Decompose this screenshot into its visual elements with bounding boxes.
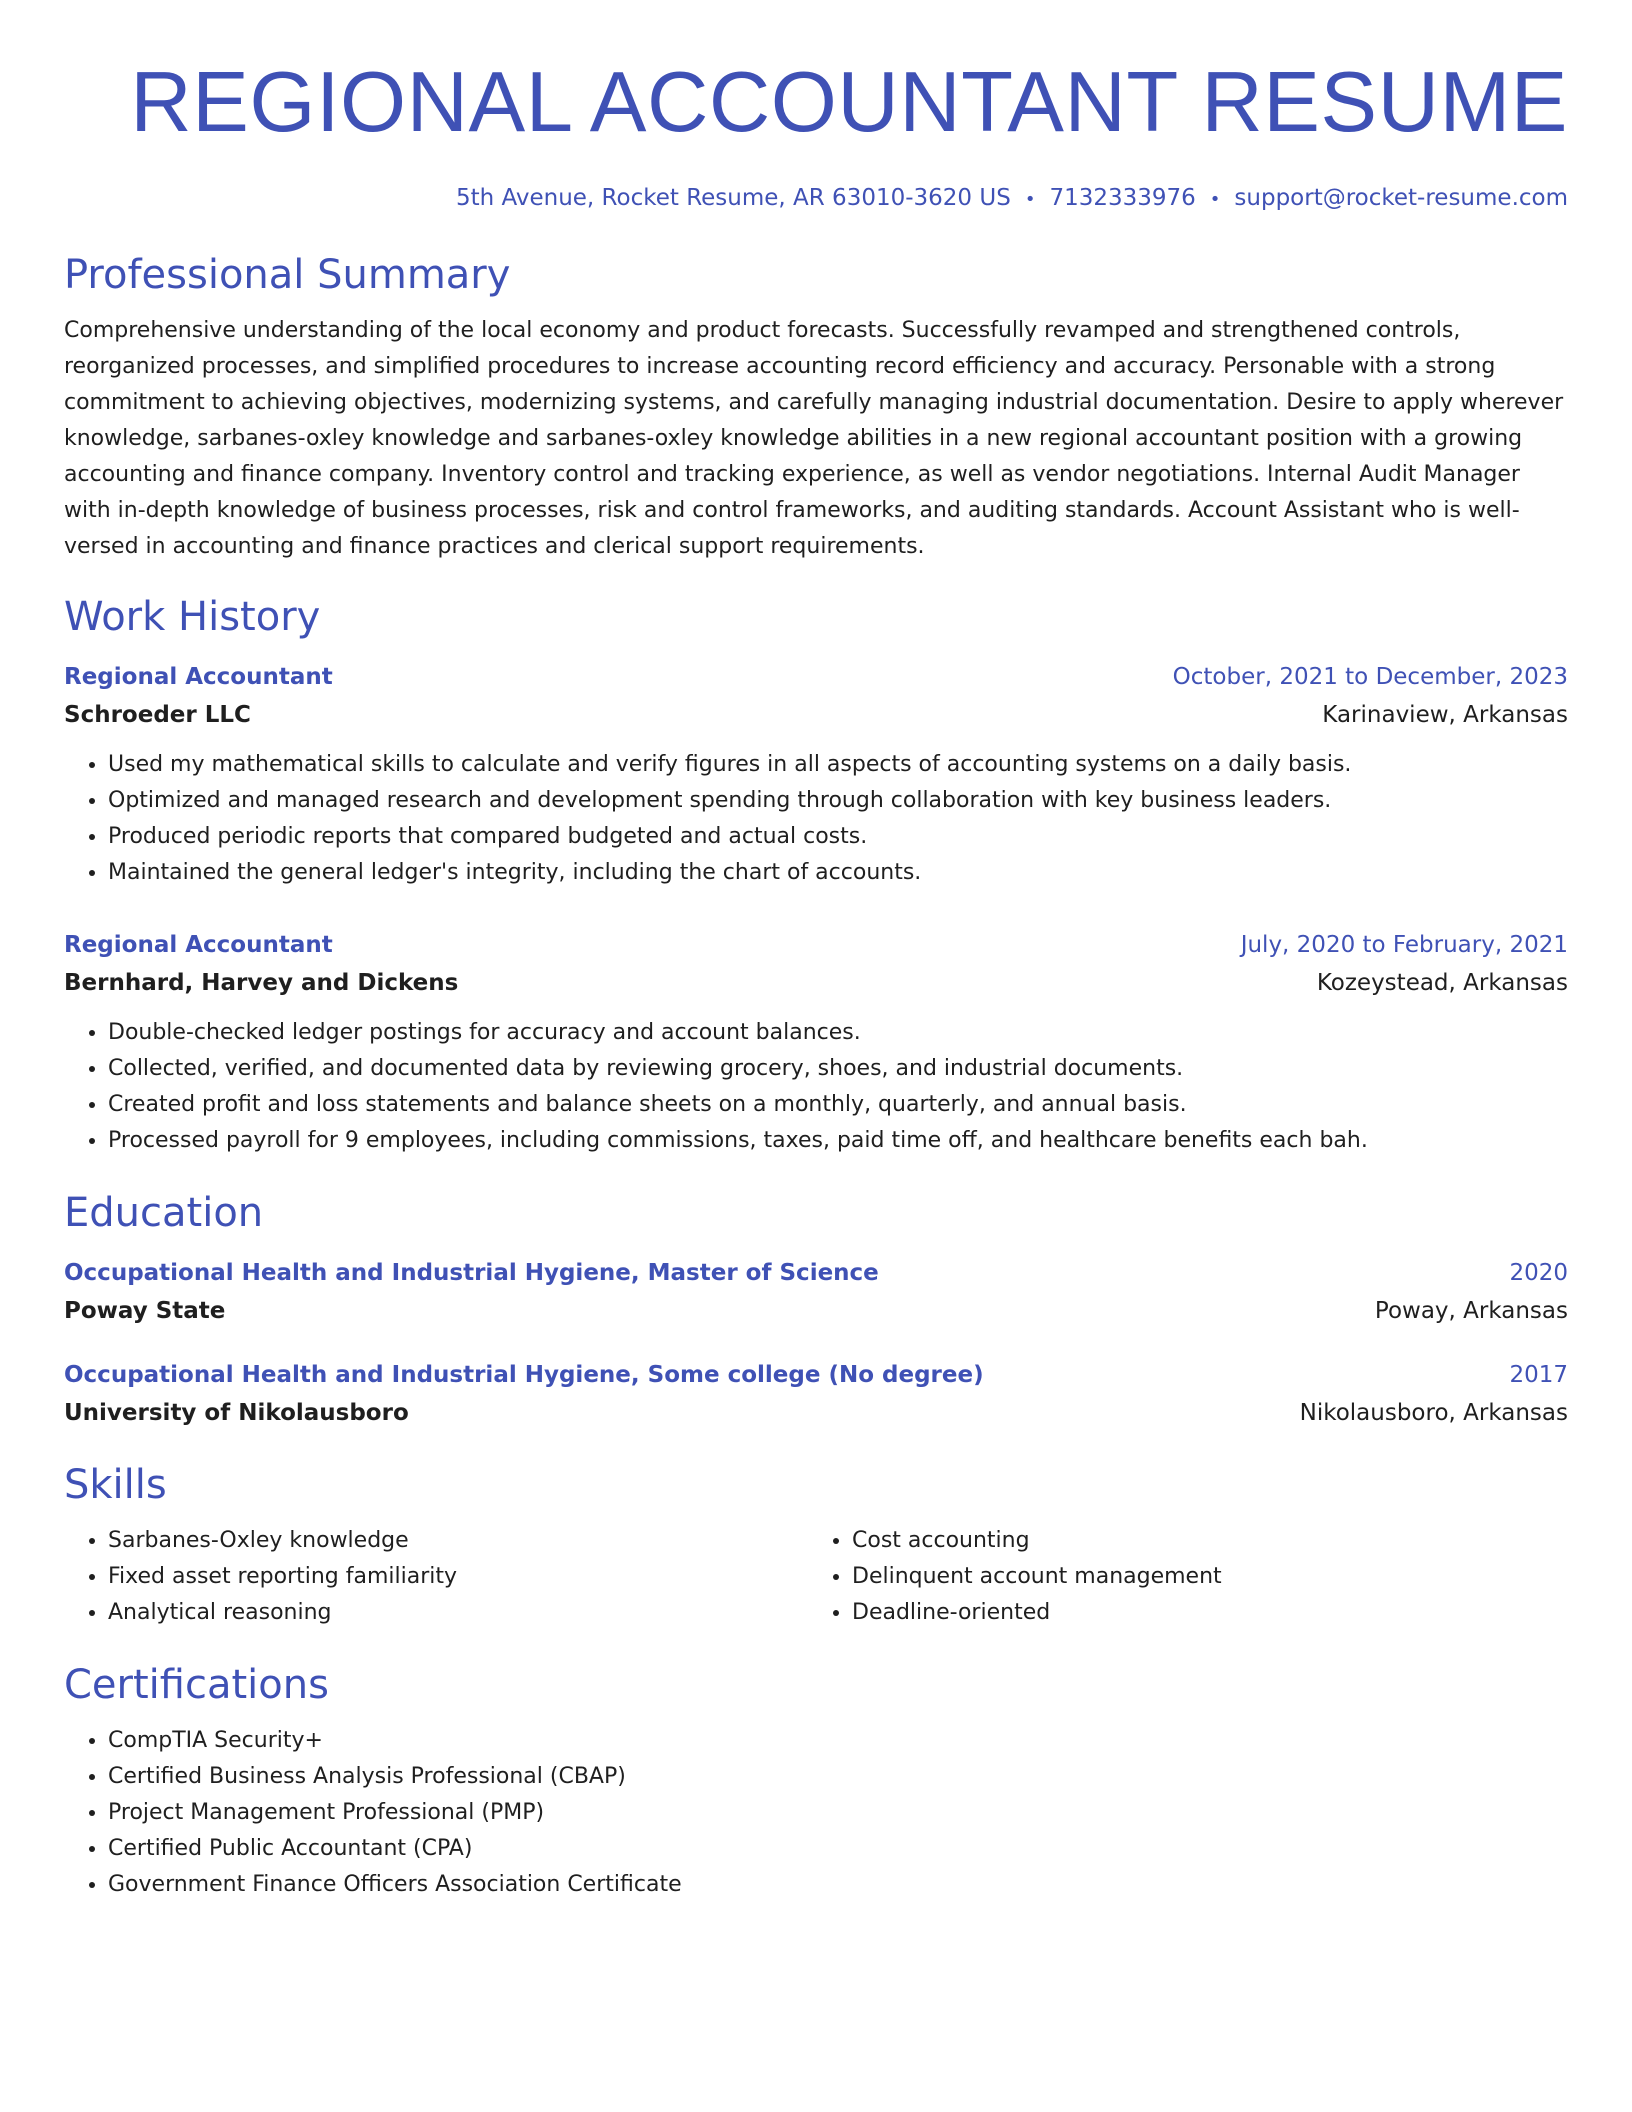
- education-degree: Occupational Health and Industrial Hygiene, Some college (No degree): [64, 1362, 984, 1388]
- education-entry: [64, 1359, 1568, 1431]
- contact-email: support@rocket-resume.com: [1234, 185, 1568, 211]
- job-entry: [64, 929, 1568, 1159]
- list-item: • Produced periodic reports that compared budgeted and actual costs.: [108, 819, 1568, 855]
- list-item: • Double-checked ledger postings for accuracy and account balances.: [108, 1015, 1568, 1051]
- education-year: 2020: [1509, 1260, 1568, 1286]
- list-item: • Deadline-oriented: [852, 1595, 1552, 1631]
- list-item: • Collected, verified, and documented data by reviewing grocery, shoes, and industrial documents.: [108, 1051, 1568, 1087]
- education-year: 2017: [1509, 1362, 1568, 1388]
- list-item: • Delinquent account management: [852, 1559, 1552, 1595]
- job-bullets: [64, 1015, 1568, 1159]
- job-dates: October, 2021 to December, 2023: [1172, 664, 1568, 690]
- job-role: Regional Accountant: [64, 932, 333, 958]
- list-item: • Fixed asset reporting familiarity: [108, 1559, 808, 1595]
- list-item: • Maintained the general ledger's integrity, including the chart of accounts.: [108, 855, 1568, 891]
- resume-page: [64, 50, 1568, 1903]
- education-heading: Education: [64, 1190, 264, 1236]
- list-item: • CompTIA Security+: [108, 1723, 1568, 1759]
- job-location: Karinaview, Arkansas: [1322, 702, 1568, 728]
- education-location: Nikolausboro, Arkansas: [1299, 1400, 1568, 1426]
- skills-heading: Skills: [64, 1462, 167, 1508]
- contact-phone: 7132333976: [1049, 185, 1196, 211]
- summary-heading: Professional Summary: [64, 252, 511, 298]
- job-location: Kozeystead, Arkansas: [1316, 970, 1568, 996]
- list-item: • Used my mathematical skills to calculate and verify figures in all aspects of accounting systems on a daily basis.: [108, 747, 1568, 783]
- list-item: • Sarbanes-Oxley knowledge: [108, 1523, 808, 1559]
- skills-column-right: [808, 1523, 1552, 1631]
- job-company: Bernhard, Harvey and Dickens: [64, 970, 459, 996]
- education-entry: [64, 1257, 1568, 1329]
- list-item: • Certified Business Analysis Professional (CBAP): [108, 1759, 1568, 1795]
- certifications-heading: Certifications: [64, 1662, 329, 1708]
- list-item: • Government Finance Officers Association Certificate: [108, 1867, 1568, 1903]
- list-item: • Cost accounting: [852, 1523, 1552, 1559]
- summary-text: Comprehensive understanding of the local economy and product forecasts. Successfully revamped and strengthened controls, reorganized processes, and simplified procedures to increase accounting record efficiency and accuracy. Personable with a strong commitment to achieving objectives, modernizing systems, and carefully managing industrial documentation. Desire to apply wherever knowledge, sarbanes-oxley knowledge and sarbanes-oxley knowledge abilities in a new regional accountant position with a growing accounting and finance company. Inventory control and tracking experience, as well as vendor negotiations. Internal Audit Manager with in-depth knowledge of business processes, risk and control frameworks, and auditing standards. Account Assistant who is well-versed in accounting and finance practices and clerical support requirements.: [64, 318, 1564, 559]
- education-location: Poway, Arkansas: [1374, 1298, 1568, 1324]
- list-item: • Project Management Professional (PMP): [108, 1795, 1568, 1831]
- list-item: • Processed payroll for 9 employees, including commissions, taxes, paid time off, and healthcare benefits each bah.: [108, 1123, 1568, 1159]
- work-history-heading: Work History: [64, 594, 321, 640]
- list-item: • Certified Public Accountant (CPA): [108, 1831, 1568, 1867]
- job-company: Schroeder LLC: [64, 702, 251, 728]
- contact-line: [64, 183, 1568, 215]
- list-item: • Created profit and loss statements and balance sheets on a monthly, quarterly, and annual basis.: [108, 1087, 1568, 1123]
- job-dates: July, 2020 to February, 2021: [1240, 932, 1568, 958]
- list-item: • Analytical reasoning: [108, 1595, 808, 1631]
- education-degree: Occupational Health and Industrial Hygiene, Master of Science: [64, 1260, 879, 1286]
- contact-separator: •: [1209, 189, 1221, 210]
- contact-address: 5th Avenue, Rocket Resume, AR 63010-3620 US: [455, 185, 1011, 211]
- education-school: University of Nikolausboro: [64, 1400, 409, 1426]
- list-item: • Optimized and managed research and development spending through collaboration with key business leaders.: [108, 783, 1568, 819]
- resume-title: REGIONAL ACCOUNTANT RESUME: [130, 55, 1568, 150]
- education-school: Poway State: [64, 1298, 226, 1324]
- skills-list: [64, 1523, 1568, 1631]
- skills-column-left: [64, 1523, 808, 1631]
- certifications-list: [64, 1723, 1568, 1903]
- job-role: Regional Accountant: [64, 664, 333, 690]
- job-bullets: [64, 747, 1568, 891]
- contact-separator: •: [1024, 189, 1036, 210]
- job-entry: [64, 661, 1568, 891]
